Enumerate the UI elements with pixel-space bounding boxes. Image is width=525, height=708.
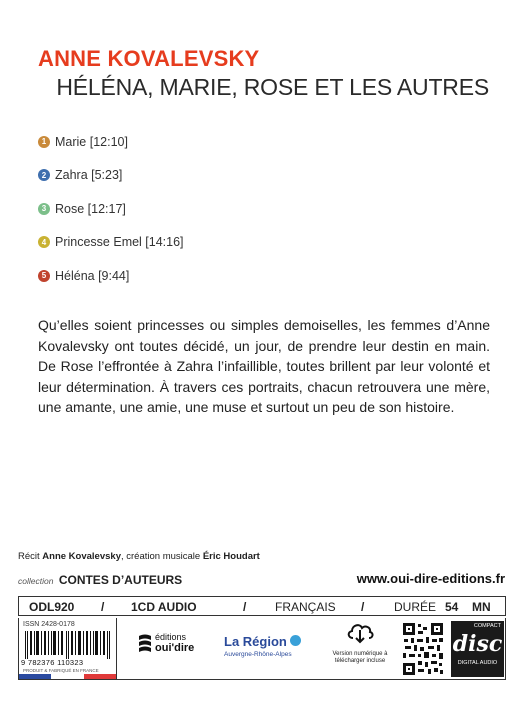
website-url[interactable]: www.oui-dire-editions.fr <box>356 571 505 586</box>
credits-composer: Éric Houdart <box>202 551 260 562</box>
description-paragraph: Qu’elles soient princesses ou simples demoiselles, les femmes d’Anne Kovalevsky ont toutes décidé, un jour, de prendre leur destin en main. De Rose l’effrontée à Zahra l’infaillible, toutes brillent par leur volonté et leur détermination. À travers ces portraits, chacun retrouvera une mère, une amante, une amie, une muse et surtout un peu de son histoire. <box>38 317 490 415</box>
credits-author: Anne Kovalevsky <box>42 551 121 562</box>
editions-label: éditions <box>155 632 187 642</box>
track-label: Héléna [9:44] <box>55 268 130 283</box>
oui-dire-logo <box>137 632 194 654</box>
album-title: HÉLÉNA, MARIE, ROSE ET LES AUTRES <box>56 74 489 100</box>
region-logo <box>224 634 301 658</box>
track-item <box>38 200 184 234</box>
track-label: Rose [12:17] <box>55 201 126 216</box>
barcode-digits: 9 782376 110323 <box>21 658 84 667</box>
qr-code-icon <box>401 621 445 677</box>
editions-name: oui'dire <box>155 642 195 654</box>
duration-label: DURÉE <box>394 600 437 614</box>
credits-line <box>18 551 260 562</box>
footer-strip <box>18 618 506 680</box>
info-separator: / <box>101 600 105 614</box>
french-flag <box>19 674 116 679</box>
made-in-france: PRODUIT & FABRIQUÉ EN FRANCE <box>23 668 99 673</box>
track-number-badge: 2 <box>38 169 50 181</box>
duration-unit: MN <box>472 600 491 614</box>
language-label: FRANÇAIS <box>275 600 336 614</box>
cloud-download-icon <box>345 620 375 644</box>
editions-mark-icon <box>137 632 153 654</box>
region-subtitle: Auvergne-Rhône-Alpes <box>224 651 292 658</box>
region-mark-icon <box>290 635 301 646</box>
collection-name: CONTES D’AUTEURS <box>58 573 183 587</box>
cd-top-label: COMPACT <box>473 623 501 629</box>
track-item <box>38 133 184 167</box>
download-text: Version numérique à télécharger incluse <box>332 651 388 664</box>
track-number-badge: 1 <box>38 136 50 148</box>
track-list <box>38 133 184 301</box>
collection-label: collection <box>18 576 54 586</box>
cd-bottom-label: DIGITAL AUDIO <box>457 660 498 666</box>
track-label: Marie [12:10] <box>55 134 128 149</box>
author-name: ANNE KOVALEVSKY <box>38 46 260 71</box>
track-number-badge: 4 <box>38 236 50 248</box>
track-label: Zahra [5:23] <box>55 168 123 183</box>
region-name: La Région <box>224 634 287 649</box>
track-item <box>38 167 184 201</box>
track-number-badge: 5 <box>38 270 50 282</box>
product-info-bar <box>18 596 506 616</box>
track-number-badge: 3 <box>38 203 50 215</box>
track-item <box>38 267 184 301</box>
cd-disc-label: disc <box>452 631 503 657</box>
download-info <box>325 620 395 665</box>
credits-creation-label: , création musicale <box>120 551 201 562</box>
catalog-ref: ODL920 <box>29 600 75 614</box>
isbn-cell <box>19 618 117 679</box>
collection-line <box>18 573 182 587</box>
compact-disc-logo <box>451 621 504 677</box>
format-label: 1CD AUDIO <box>131 600 197 614</box>
duration-value: 54 <box>445 600 459 614</box>
issn-number: ISSN 2428-0178 <box>23 621 75 628</box>
barcode-icon <box>23 631 113 659</box>
info-separator: / <box>243 600 247 614</box>
info-separator: / <box>361 600 365 614</box>
track-item <box>38 234 184 268</box>
credits-recit-label: Récit <box>18 551 40 562</box>
track-label: Princesse Emel [14:16] <box>55 235 184 250</box>
